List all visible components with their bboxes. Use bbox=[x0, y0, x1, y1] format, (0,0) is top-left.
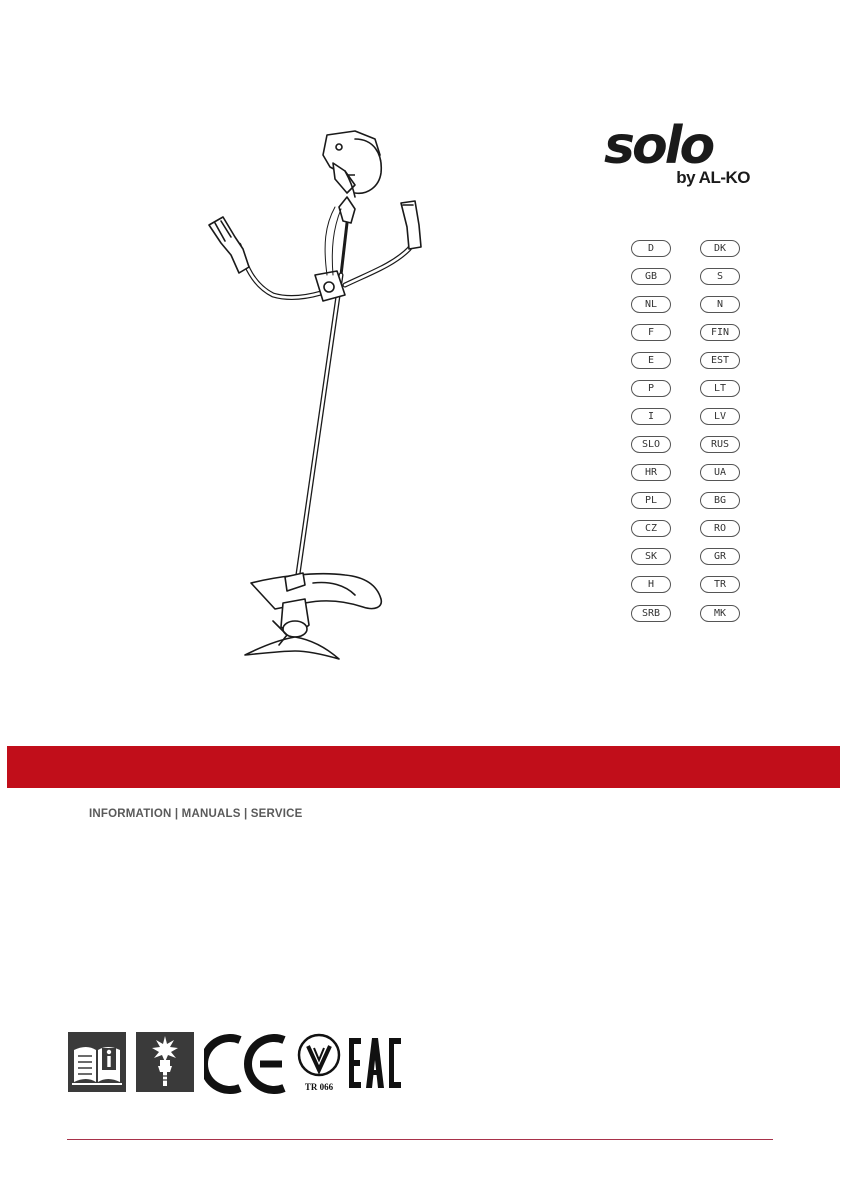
eac-mark-icon bbox=[346, 1034, 404, 1092]
language-badge: EST bbox=[700, 352, 740, 369]
footer-rule bbox=[67, 1139, 773, 1140]
language-badge: DK bbox=[700, 240, 740, 257]
language-badge: SK bbox=[631, 548, 671, 565]
ce-mark-icon bbox=[204, 1034, 286, 1094]
language-badge: RO bbox=[700, 520, 740, 537]
language-badge: SLO bbox=[631, 436, 671, 453]
language-badge: E bbox=[631, 352, 671, 369]
spark-plug-icon bbox=[136, 1032, 194, 1092]
tagline: INFORMATION | MANUALS | SERVICE bbox=[89, 808, 303, 820]
language-badge: MK bbox=[700, 605, 740, 622]
language-badge: HR bbox=[631, 464, 671, 481]
language-badge: BG bbox=[700, 492, 740, 509]
language-badge: UA bbox=[700, 464, 740, 481]
language-badge: PL bbox=[631, 492, 671, 509]
language-badge: RUS bbox=[700, 436, 740, 453]
brand-byline: by AL-KO bbox=[676, 168, 750, 187]
language-badge: NL bbox=[631, 296, 671, 313]
language-badge: N bbox=[700, 296, 740, 313]
language-badge: TR bbox=[700, 576, 740, 593]
language-badge: S bbox=[700, 268, 740, 285]
language-badge: D bbox=[631, 240, 671, 257]
language-badge: F bbox=[631, 324, 671, 341]
brush-cutter-illustration bbox=[195, 125, 445, 670]
language-badge: SRB bbox=[631, 605, 671, 622]
language-badge: GR bbox=[700, 548, 740, 565]
language-badge: P bbox=[631, 380, 671, 397]
language-badge: GB bbox=[631, 268, 671, 285]
language-badge: FIN bbox=[700, 324, 740, 341]
language-badge: CZ bbox=[631, 520, 671, 537]
language-badge: H bbox=[631, 576, 671, 593]
language-badge: LT bbox=[700, 380, 740, 397]
language-badge: I bbox=[631, 408, 671, 425]
read-manual-icon bbox=[68, 1032, 126, 1092]
language-badge: LV bbox=[700, 408, 740, 425]
solo-by-alko-logo bbox=[600, 116, 770, 195]
title-band bbox=[7, 746, 840, 788]
tr-label: TR 066 bbox=[304, 1082, 334, 1092]
brand-name: solo bbox=[604, 116, 713, 176]
